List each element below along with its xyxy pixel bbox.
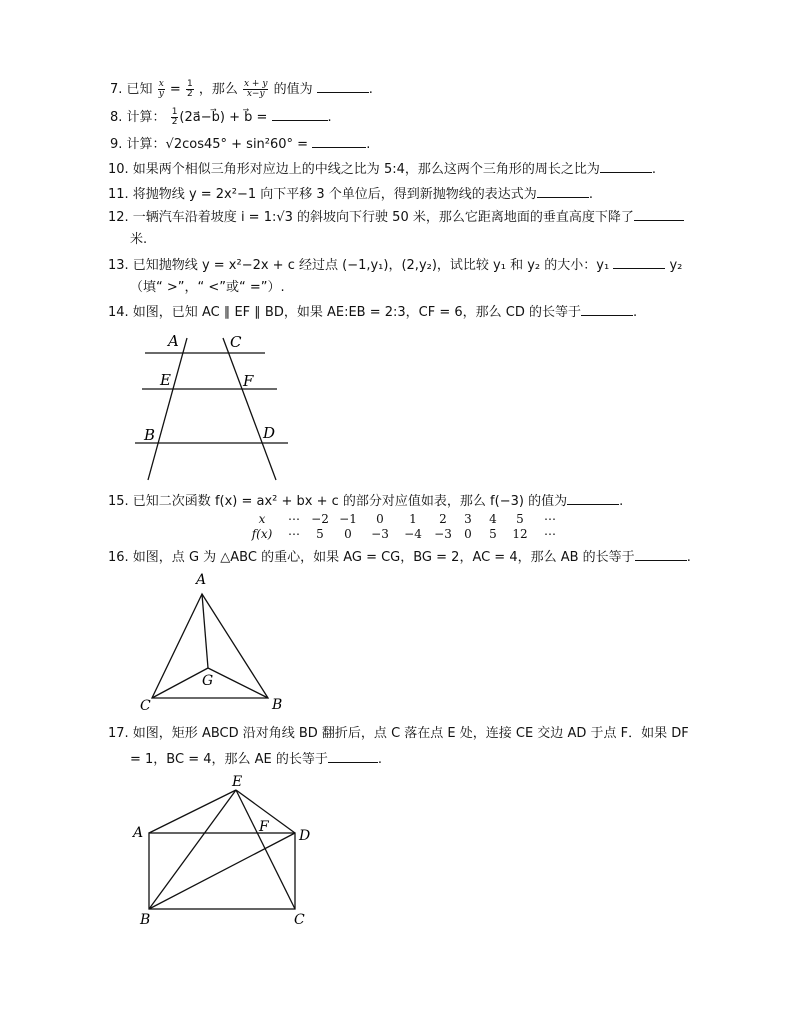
table-cell: 0 xyxy=(344,527,352,541)
q7-fraction-expression: $\frac{x + y}{x-y}$ xyxy=(244,79,268,99)
question-13: 13. 已知抛物线 y = x²−2x + c 经过点 (−1,y₁)，(2,y₂)，试比较 y₁ 和 y₂ 的大小：y₁ y₂ xyxy=(108,258,683,273)
question-12: 12. 一辆汽车沿着坡度 i = 1:√3 的斜坡向下行驶 50 米，那么它距离地面的垂直高度下降了 xyxy=(108,208,684,226)
table-cell: 4 xyxy=(489,512,497,526)
label-d: D xyxy=(263,424,276,442)
label-c: C xyxy=(230,333,242,351)
table-cell: −4 xyxy=(404,527,422,541)
table-row-fx xyxy=(250,527,570,542)
label-b: B xyxy=(140,912,151,928)
transversal-ab xyxy=(148,338,187,480)
table-cell: ⋯ xyxy=(544,512,556,526)
q8-answer-blank[interactable] xyxy=(272,108,328,121)
q14-answer-blank[interactable] xyxy=(581,303,633,316)
q7-prefix: 7. 已知 xyxy=(110,82,153,97)
question-12-continued: 米. xyxy=(130,232,148,247)
q17-answer-blank[interactable] xyxy=(328,750,378,763)
table-cell: 0 xyxy=(376,512,384,526)
question-16: 16. 如图，点 G 为 △ABC 的重心，如果 AG = CG，BG = 2，AC = 4，那么 AB 的长等于 . xyxy=(108,550,691,565)
table-cell: ⋯ xyxy=(544,527,556,541)
segment-ae xyxy=(149,790,236,833)
table-cell: −3 xyxy=(371,527,389,541)
segment-cg xyxy=(152,668,208,698)
label-e: E xyxy=(232,774,243,790)
figure-17-folded-rectangle xyxy=(128,770,328,930)
table-cell: 5 xyxy=(316,527,324,541)
question-9: 9. 计算：√2cos45° + sin²60° = . xyxy=(110,137,371,152)
table-cell: 5 xyxy=(489,527,497,541)
question-7: 7. 已知 $\frac{x}{y}$ = $\frac{1}{2}$ ，那么 $\frac{x + y}{x-y}$ 的值为 . xyxy=(110,79,373,99)
q11-answer-blank[interactable] xyxy=(537,185,589,198)
question-11: 11. 将抛物线 y = 2x²−1 向下平移 3 个单位后，得到新抛物线的表达式为 . xyxy=(108,187,593,202)
table-cell: 1 xyxy=(409,512,417,526)
label-a: A xyxy=(133,825,144,841)
question-15: 15. 已知二次函数 f(x) = ax² + bx + c 的部分对应值如表，那么 f(−3) 的值为 . xyxy=(108,494,624,509)
table-row-x xyxy=(250,512,570,527)
question-13-continued: （填“ >”，“ <”或“ =”）. xyxy=(130,280,285,295)
table-cell: x xyxy=(258,512,266,526)
figure-16-triangle-centroid xyxy=(130,568,300,718)
table-cell: 12 xyxy=(512,527,528,541)
label-b: B xyxy=(144,426,156,444)
q9-answer-blank[interactable] xyxy=(312,135,366,148)
q9-expression: √2cos45° + sin²60° = xyxy=(165,137,309,152)
label-a: A xyxy=(196,572,207,588)
table-cell: 3 xyxy=(464,512,472,526)
question-14: 14. 如图，已知 AC ∥ EF ∥ BD，如果 AE:EB = 2:3，CF = 6，那么 CD 的长等于 . xyxy=(108,305,638,320)
label-c: C xyxy=(294,912,305,928)
question-17: 17. 如图，矩形 ABCD 沿对角线 BD 翻折后，点 C 落在点 E 处，连接 CE 交边 AD 于点 F．如果 DF xyxy=(108,726,689,741)
table-cell: ⋯ xyxy=(288,512,300,526)
value-table xyxy=(250,512,570,544)
figure-14-parallel-lines xyxy=(130,330,300,485)
label-f: F xyxy=(259,819,269,835)
table-cell: f(x) xyxy=(251,527,273,541)
label-a: A xyxy=(168,332,179,350)
table-cell: 0 xyxy=(464,527,472,541)
table-cell: −2 xyxy=(311,512,329,526)
q8-fraction-one-half: $\frac{1}{2}$ xyxy=(171,107,178,127)
label-g: G xyxy=(202,673,214,689)
transversal-cd xyxy=(223,338,276,480)
q13-answer-blank[interactable] xyxy=(613,256,665,269)
label-e: E xyxy=(160,371,171,389)
table-cell: 5 xyxy=(516,512,524,526)
table-cell: 2 xyxy=(439,512,447,526)
q10-answer-blank[interactable] xyxy=(600,160,652,173)
table-cell: −1 xyxy=(339,512,357,526)
q7-fraction-one-half: $\frac{1}{2}$ xyxy=(186,79,193,99)
segment-ce xyxy=(236,790,295,909)
q7-answer-blank[interactable] xyxy=(317,80,369,93)
q7-fraction-x-over-y: $\frac{x}{y}$ xyxy=(158,79,164,99)
diagonal-bd xyxy=(149,833,295,909)
label-d: D xyxy=(299,828,311,844)
segment-be xyxy=(149,790,236,909)
question-8: 8. 计算： $\frac{1}{2}$ (2a⃗−b⃗) + b⃗ = . xyxy=(110,107,332,127)
table-cell: −3 xyxy=(434,527,452,541)
segment-ag xyxy=(202,594,208,668)
table-cell: ⋯ xyxy=(288,527,300,541)
label-b: B xyxy=(272,697,283,713)
q15-answer-blank[interactable] xyxy=(567,492,619,505)
q8-expression: (2a⃗−b⃗) + b⃗ = xyxy=(179,110,268,125)
label-f: F xyxy=(243,372,254,390)
label-c: C xyxy=(140,698,151,714)
question-10: 10. 如果两个相似三角形对应边上的中线之比为 5:4，那么这两个三角形的周长之比为 . xyxy=(108,162,657,177)
q12-answer-blank[interactable] xyxy=(634,208,684,221)
q16-answer-blank[interactable] xyxy=(635,548,687,561)
question-17-continued: = 1，BC = 4，那么 AE 的长等于 . xyxy=(130,752,383,767)
